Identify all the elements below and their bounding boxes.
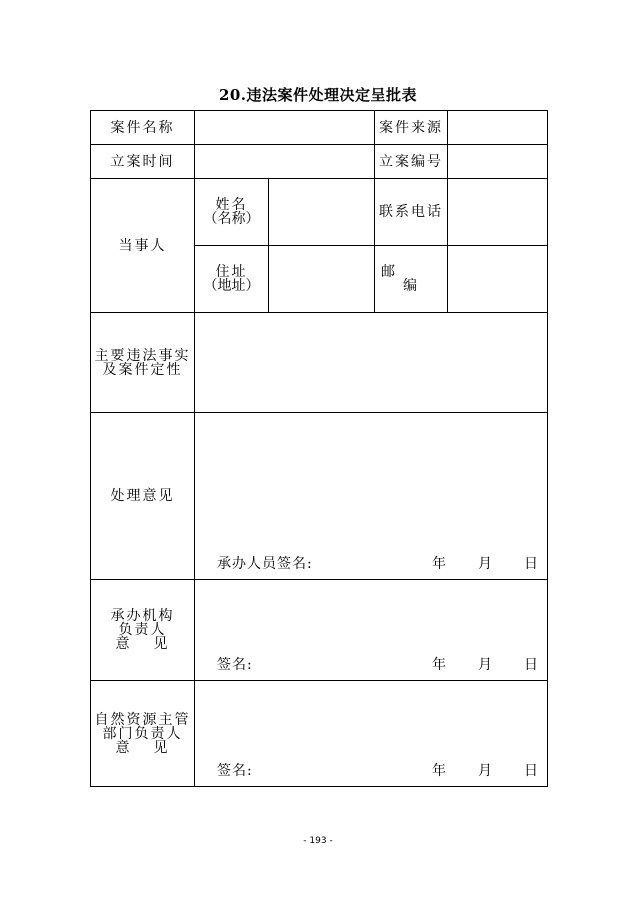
case-source-label: 案件来源: [375, 111, 448, 145]
party-name-value[interactable]: [269, 179, 375, 246]
agency-line3-a: 意: [115, 636, 132, 652]
phone-label: 联系电话: [375, 179, 448, 246]
phone-value[interactable]: [448, 179, 548, 246]
agency-signature-line: [217, 658, 539, 672]
row-case-name: [91, 111, 548, 145]
month-label: 月: [478, 657, 493, 673]
party-address-value[interactable]: [269, 246, 375, 313]
case-name-value[interactable]: [195, 111, 375, 145]
party-name-line1: 姓名: [215, 197, 248, 213]
postcode-label-part1: 邮: [381, 264, 397, 280]
party-name-line2: （名称）: [203, 211, 260, 227]
department-label: [91, 681, 195, 787]
row-facts: [91, 313, 548, 413]
department-opinion-value[interactable]: [195, 681, 548, 787]
handler-signature-label: 承办人员签名:: [217, 556, 313, 572]
filing-time-label: 立案时间: [91, 145, 195, 179]
party-label: 当事人: [91, 179, 195, 313]
party-name-label: [195, 179, 269, 246]
party-address-line1: 住址: [215, 264, 248, 280]
postcode-label-part2: 编: [403, 278, 419, 294]
day-label: 日: [524, 556, 539, 572]
handling-opinion-value[interactable]: [195, 413, 548, 580]
party-address-label: [195, 246, 269, 313]
row-handling: [91, 413, 548, 580]
department-label-line2: 部门负责人: [102, 725, 183, 742]
facts-label-line2: 及案件定性: [102, 361, 183, 378]
day-label: 日: [524, 763, 539, 779]
agency-signature-label: 签名:: [217, 657, 253, 673]
year-label: 年: [432, 657, 447, 673]
row-party-name: [91, 179, 548, 246]
form-title: 20.违法案件处理决定呈批表: [218, 86, 418, 104]
filing-time-value[interactable]: [195, 145, 375, 179]
postcode-label: [375, 246, 448, 313]
party-address-line2: （地址）: [203, 278, 260, 294]
month-label: 月: [478, 763, 493, 779]
department-label-line3: [91, 741, 194, 755]
department-label-line1: 自然资源主管: [94, 711, 191, 728]
postcode-value[interactable]: [448, 246, 548, 313]
department-line3-a: 意: [115, 739, 132, 756]
case-number-value[interactable]: [448, 145, 548, 179]
agency-line3-b: 见: [153, 636, 170, 652]
year-label: 年: [432, 556, 447, 572]
facts-label-line1: 主要违法事实: [94, 347, 191, 364]
handling-opinion-label: 处理意见: [91, 413, 195, 580]
case-source-value[interactable]: [448, 111, 548, 145]
department-line3-b: 见: [153, 739, 170, 756]
row-agency: [91, 580, 548, 681]
case-name-label: 案件名称: [91, 111, 195, 145]
day-label: 日: [524, 657, 539, 673]
approval-form-table: [90, 110, 548, 787]
agency-label-line2: 负责人: [118, 622, 167, 638]
page-number: - 193 -: [303, 836, 333, 846]
agency-label-line3: [91, 637, 194, 651]
handler-signature-line: [217, 557, 539, 571]
year-label: 年: [432, 763, 447, 779]
row-department: [91, 681, 548, 787]
agency-opinion-value[interactable]: [195, 580, 548, 681]
case-number-label: 立案编号: [375, 145, 448, 179]
month-label: 月: [478, 556, 493, 572]
facts-label: [91, 313, 195, 413]
row-filing: [91, 145, 548, 179]
facts-value[interactable]: [195, 313, 548, 413]
department-signature-label: 签名:: [217, 763, 253, 779]
agency-label: [91, 580, 195, 681]
agency-label-line1: 承办机构: [110, 608, 175, 624]
department-signature-line: [217, 764, 539, 778]
